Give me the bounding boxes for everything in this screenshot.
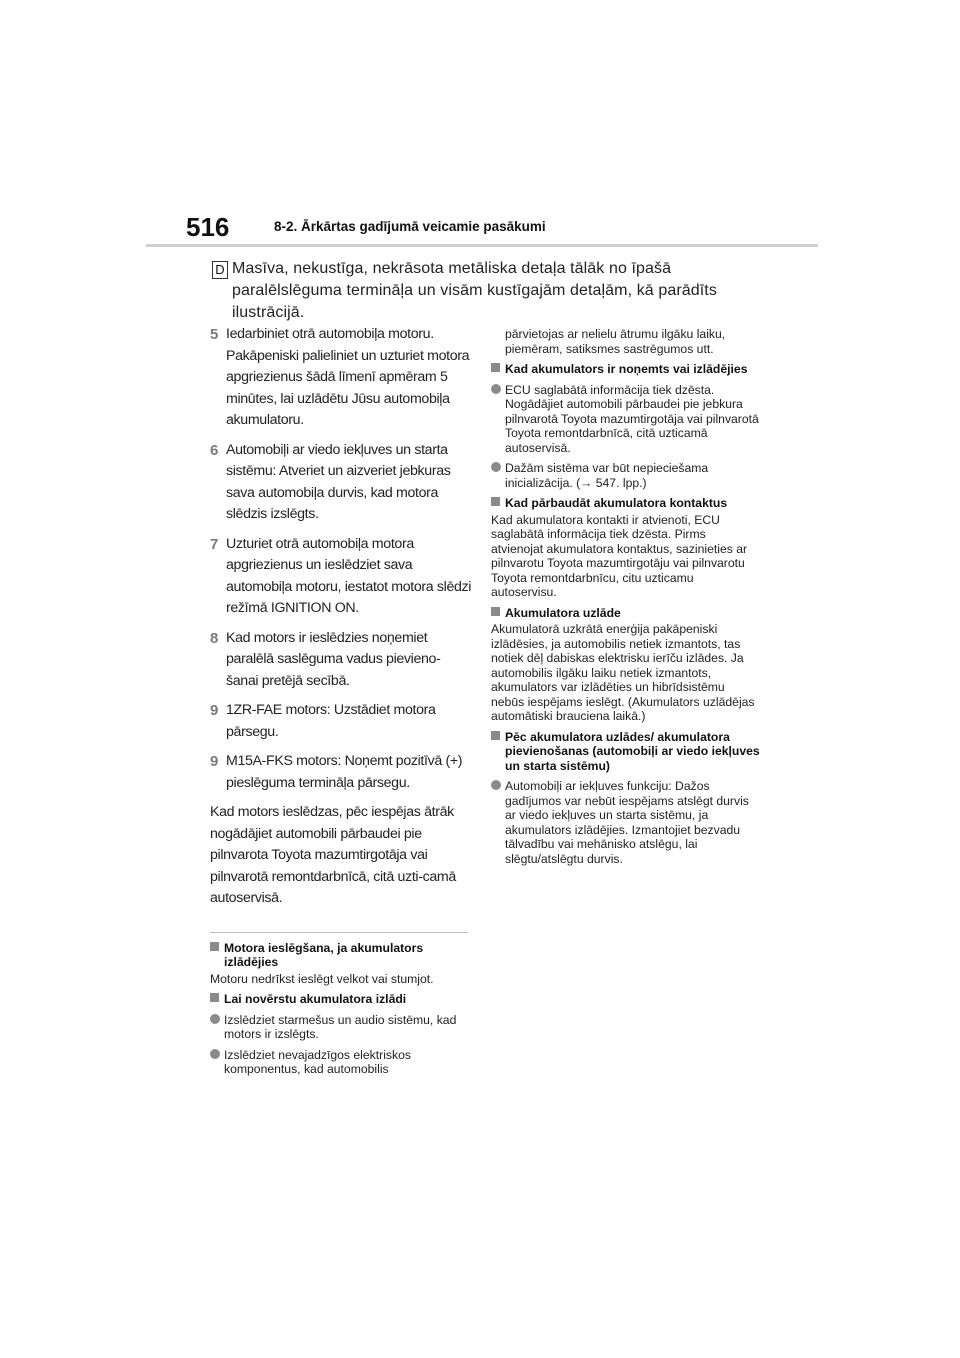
bullet-item <box>210 1013 472 1042</box>
square-bullet-icon <box>491 363 500 372</box>
circle-bullet-icon <box>491 462 501 472</box>
square-bullet-icon <box>210 942 219 951</box>
note-heading-text: Kad akumulators ir noņemts vai izlādējies <box>505 362 748 376</box>
bullet-text: Izslēdziet nevajadzīgos elektriskos komponentus, kad automobilis <box>224 1047 411 1076</box>
step-item <box>210 534 472 620</box>
note-heading <box>491 606 761 621</box>
note-heading-text: Akumulatora uzlāde <box>505 605 621 620</box>
note-heading-text: Motora ieslēgšana, ja akumulators izlādējies <box>224 940 424 969</box>
section-title: 8-2. Ārkārtas gadījumā veicamie pasākumi <box>274 219 546 234</box>
bullet-item <box>210 1048 472 1077</box>
bullet-text: ECU saglabātā informācija tiek dzēsta. Nogādājiet automobili pārbaudei pie jebkura pilnvarotā Toyota mazumtirgotāja vai pilnvarotā Toyota remontdarbnīcā, citā uzticamā autoservisā. <box>505 382 759 455</box>
closing-paragraph: Kad motors ieslēdzas, pēc iespējas ātrāk nogādājiet automobili pārbaudei pie pilnvarota Toyota mazumtirgotāja vai pilnvarotā remontdarbnīcā, citā uzti-camā autoservisā. <box>210 804 456 906</box>
step-item <box>210 324 472 432</box>
page-number: 516 <box>186 212 230 242</box>
note-heading-text: Kad pārbaudāt akumulatora kontaktus <box>505 496 728 510</box>
step-number: 7 <box>210 535 219 553</box>
square-bullet-icon <box>491 607 500 616</box>
intro-paragraph <box>212 258 772 324</box>
square-bullet-icon <box>210 993 219 1002</box>
left-column <box>210 324 472 1079</box>
step-number: 8 <box>210 629 219 647</box>
bullet-item <box>491 779 761 866</box>
right-column <box>491 327 761 868</box>
circle-bullet-icon <box>491 384 501 394</box>
step-text: Kad motors ir ieslēdzies noņemiet paralēlā saslēguma vadus pievieno-šanai pretējā secībā. <box>226 629 441 689</box>
step-item <box>210 440 472 526</box>
intro-text: Masīva, nekustīga, nekrāsota metāliska detaļa tālāk no īpašā paralēlslēguma termināļa un visām kustīgajām detaļām, kā parādīts ilustrācijā. <box>232 260 717 321</box>
bullet-item <box>491 461 761 490</box>
bullet-text: Dažām sistēma var būt nepieciešama inicializācija. (→ 547. lpp.) <box>505 461 709 490</box>
circle-bullet-icon <box>210 1049 220 1059</box>
note-heading <box>491 730 761 774</box>
step-text: Iedarbiniet otrā automobiļa motoru. Pakāpeniski palieliniet un uzturiet motora apgriezienus šādā līmenī apmēram 5 minūtes, lai uzlādētu Jūsu automobiļa akumulatoru. <box>226 326 470 428</box>
note-heading <box>491 362 761 377</box>
header-rule <box>146 244 818 247</box>
square-bullet-icon <box>491 497 500 506</box>
continued-text: pārvietojas ar nelielu ātrumu ilgāku laiku, piemēram, satiksmes sastrēgumos utt. <box>505 327 726 356</box>
step-item <box>210 700 472 743</box>
step-item <box>210 751 472 794</box>
square-bullet-icon <box>491 731 500 740</box>
step-number: 6 <box>210 441 219 459</box>
note-heading <box>210 941 472 970</box>
page-header <box>186 212 818 246</box>
step-text: 1ZR-FAE motors: Uzstādiet motora pārsegu. <box>226 702 436 740</box>
step-item <box>210 628 472 693</box>
note-text: Kad akumulatora kontakti ir atvienoti, ECU saglabātā informācija tiek dzēsta. Pirms atvienojat akumulatora kontaktus, sazinieties ar pilnvarotu Toyota mazumtirgotāju vai pilnvarotu Toyota remontdarbnīcu, citu uzticamu autoservisu. <box>491 512 748 599</box>
bullet-item <box>491 383 761 456</box>
step-text: Uzturiet otrā automobiļa motora apgriezienus un ieslēdziet sava automobiļa motoru, iestatot motora slēdzi režīmā IGNITION ON. <box>226 535 472 616</box>
circle-bullet-icon <box>491 780 501 790</box>
step-number: 5 <box>210 326 219 343</box>
note-heading-text: Lai novērstu akumulatora izlādi <box>224 992 407 1006</box>
notes-divider <box>210 932 468 933</box>
step-text: Automobiļi ar viedo iekļuves un starta sistēmu: Atveriet un aizveriet jebkuras sava automobiļa durvis, kad motora slēdzis izslēgts. <box>226 441 451 522</box>
bullet-text: Automobiļi ar iekļuves funkciju: Dažos gadījumos var nebūt iespējams atslēgt durvis ar viedo iekļuves un starta sistēmu, ja akumulators izlādējies. Izmantojiet bezvadu tālvadību vai mehānisko atslēgu, lai slēgtu/atslēgtu durvis. <box>505 779 749 866</box>
step-number: 9 <box>210 753 219 770</box>
note-text: Akumulatorā uzkrātā enerģija pakāpeniski izlādēsies, ja automobilis netiek izmantots, tas notiek dēļ dabiskas elektrisku ierīču izlādes. Ja automobilis ilgāku laiku netiek izmantots, akumulators var izlādēties un hibrīdsistēmu nebūs iespējams ieslēgt. (Akumulators uzlādējas automātiski brauciena laikā.) <box>491 622 755 723</box>
step-number: 9 <box>210 702 219 719</box>
step-letter-box: D <box>212 261 228 279</box>
note-heading-text: Pēc akumulatora uzlādes/ akumulatora pievienošanas (automobiļi ar viedo iekļuves un starta sistēmu) <box>505 729 760 773</box>
note-heading <box>210 992 472 1007</box>
step-text: M15A-FKS motors: Noņemt pozitīvā (+) pieslēguma termināļa pārsegu. <box>226 753 463 791</box>
bullet-text: Izslēdziet starmešus un audio sistēmu, kad motors ir izslēgts. <box>224 1012 457 1041</box>
note-text: Motoru nedrīkst ieslēgt velkot vai stumjot. <box>210 971 434 986</box>
circle-bullet-icon <box>210 1014 220 1024</box>
note-heading <box>491 496 761 511</box>
